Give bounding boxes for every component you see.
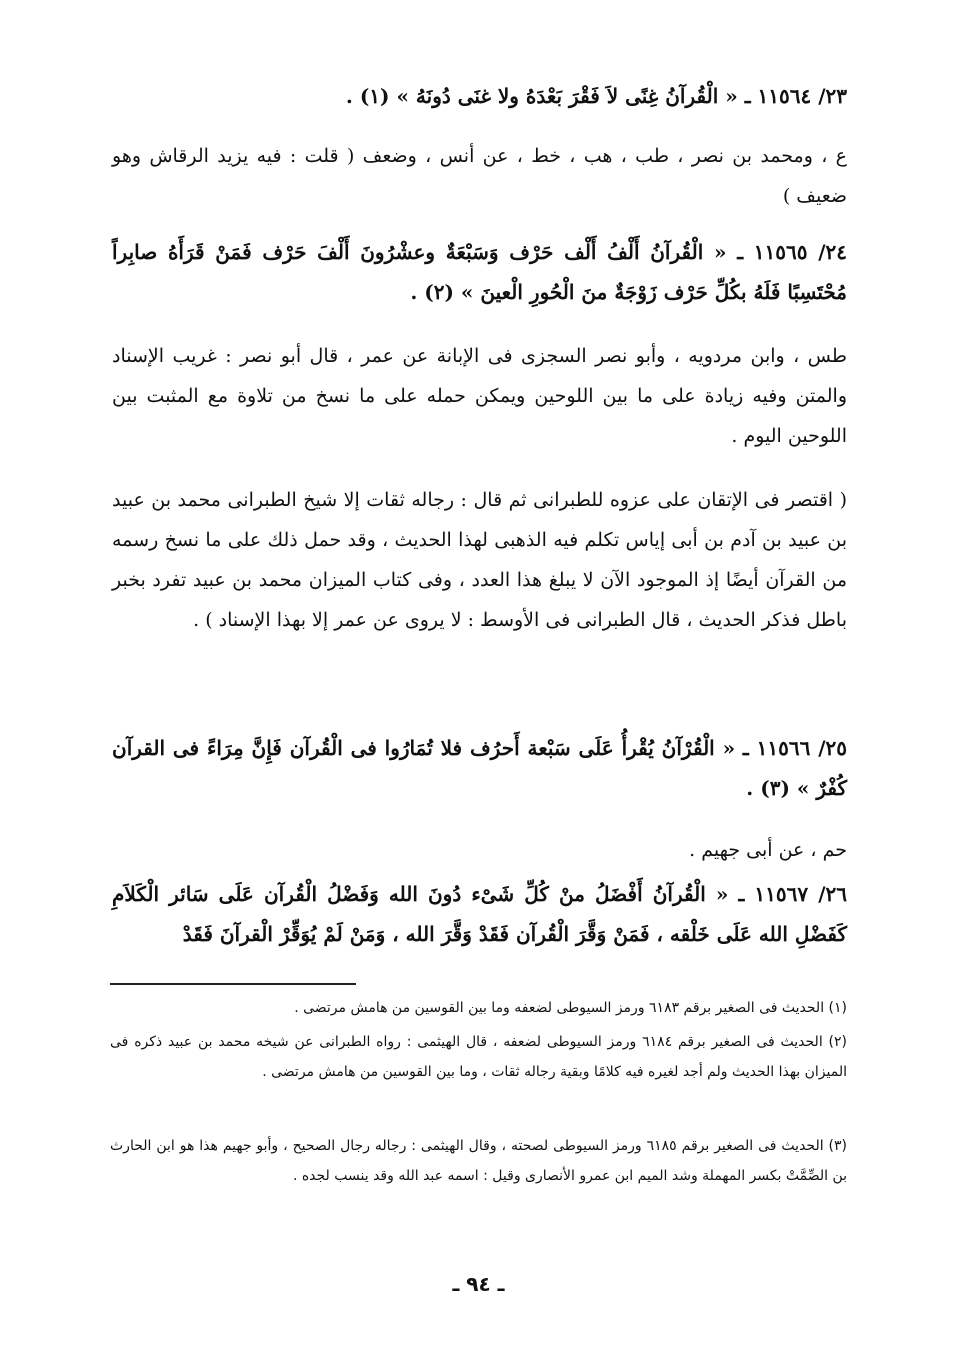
page-number: ـ ٩٤ ـ — [452, 1272, 505, 1296]
hadith-25-source: حم ، عن أبى جهيم . — [689, 839, 847, 861]
hadith-25: ٢٥/ ١١٥٦٦ ـ « الْقُرْآنُ يُقْرأُ عَلَى سَبْعة أَحرُف فلا تُمَارُوا فى الْقُرآن فَإِنَّ مِرَاءً فى القرآن كُفْرٌ » (٣) . — [112, 736, 847, 800]
footnote-divider — [110, 983, 356, 985]
hadith-23-source: ع ، ومحمد بن نصر ، طب ، هب ، خط ، عن أنس ، وضعف ( قلت : فيه يزيد الرقاش وهو ضعيف ) — [112, 145, 847, 207]
hadith-23: ٢٣/ ١١٥٦٤ ـ « الْقُرآنُ غِنًى لاَ فَقْرَ بَعْدَهُ ولا غنَى دُونَهُ » (١) . — [345, 84, 847, 108]
hadith-24-source: طس ، وابن مردويه ، وأبو نصر السجزى فى الإبانة عن عمر ، قال أبو نصر : غريب الإسناد والمتن وفيه زيادة على ما بين اللوحين ويمكن حمله على ما نسخ من تلاوة مع المثبت بين اللوحين اليوم . — [112, 345, 847, 447]
footnote-1: (١) الحديث فى الصغير برقم ٦١٨٣ ورمز السيوطى لضعفه وما بين القوسين من هامش مرتضى . — [294, 1000, 847, 1016]
hadith-24: ٢٤/ ١١٥٦٥ ـ « الْقُرآنُ أَلْفُ أَلْف حَرْف وَسَبْعَةٌ وعشْرُونَ أَلْفَ حَرْف فَمَنْ قَرَأَهُ صابِراً مُحْتَسِبًا فَلَهُ بكُلِّ حَرْف زَوْجَةٌ منَ الْحُورِ الْعينَ » (٢) . — [112, 240, 847, 304]
footnote-2: (٢) الحديث فى الصغير برقم ٦١٨٤ ورمز السيوطى لضعفه ، قال الهيثمى : رواه الطبرانى عن شيخه محمد بن عبيد ذكره فى الميزان بهذا الحديث ولم أجد لغيره فيه كلامًا وبقية رجاله ثقات ، وما بين القوسين من هامش مرتضى . — [110, 1034, 847, 1080]
hadith-26: ٢٦/ ١١٥٦٧ ـ « الْقُرآنُ أَفْضَلُ منْ كُلِّ شَىْء دُونَ الله وَفَضْلُ الْقُرآن عَلَى سَائر الْكَلاَمِ كَفَضْلِ الله عَلَى خَلْقه ، فَمَنْ وَقَّرَ الْقُرآن فَقَدْ وَقَّرَ الله ، وَمَنْ لَمْ يُوَقِّرْ الْقرآنَ فَقَدْ — [112, 882, 847, 946]
footnote-3: (٣) الحديث فى الصغير برقم ٦١٨٥ ورمز السيوطى لصحته ، وقال الهيثمى : رجاله رجال الصحيح ، وأبو جهيم هذا هو ابن الحارث بن الصِّمَّتْ بكسر المهملة وشد الميم ابن عمرو الأنصارى وقيل : اسمه عبد الله وقد ينسب لجده . — [110, 1138, 848, 1184]
hadith-24-note: ( اقتصر فى الإتقان على عزوه للطبرانى ثم قال : رجاله ثقات إلا شيخ الطبرانى محمد بن عبيد بن عبيد بن آدم بن أبى إياس تكلم فيه الذهبى لهذا الحديث ، وقد حمل ذلك على ما نسخ رسمه من القرآن أيضًا إذ الموجود الآن لا يبلغ هذا العدد ، وفى كتاب الميزان محمد بن عبيد تفرد بخبر باطل فذكر الحديث ، قال الطبرانى فى الأوسط : لا يروى عن عمر إلا بهذا الإسناد ) . — [112, 489, 847, 631]
